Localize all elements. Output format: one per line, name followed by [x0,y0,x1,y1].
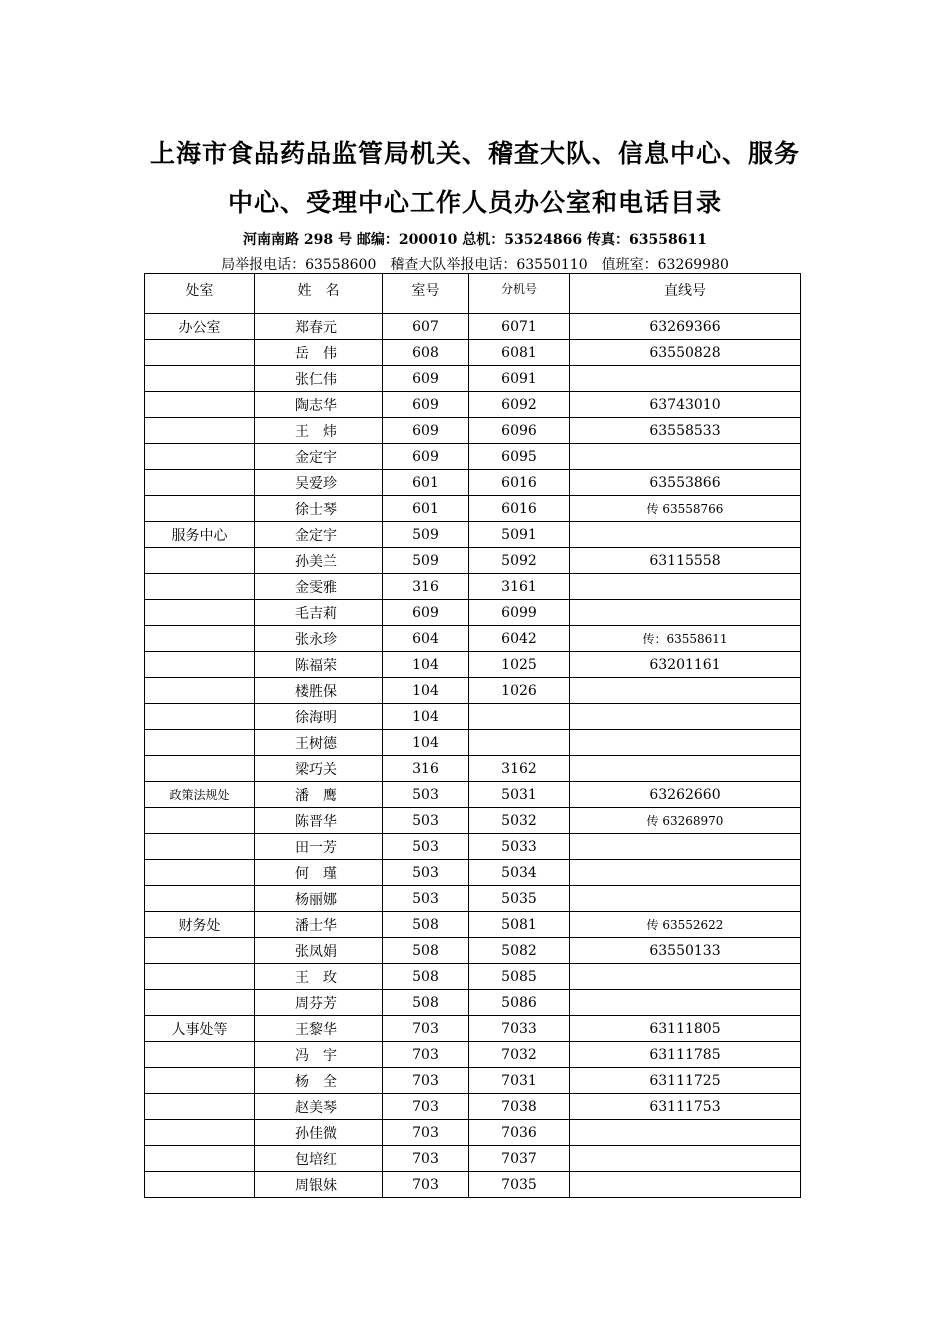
cell-name: 冯 宇 [255,1042,383,1068]
table-row [145,860,801,886]
cell-room: 703 [383,1042,469,1068]
table-row [145,1016,801,1042]
cell-dept [145,964,255,990]
cell-room: 703 [383,1146,469,1172]
cell-dept: 服务中心 [145,522,255,548]
cell-direct: 63558533 [570,418,801,444]
cell-room: 703 [383,1120,469,1146]
cell-direct [570,574,801,600]
cell-room: 601 [383,470,469,496]
cell-name: 吴爱珍 [255,470,383,496]
table-row [145,886,801,912]
cell-name: 王 玫 [255,964,383,990]
table-row [145,522,801,548]
cell-room: 503 [383,886,469,912]
cell-name: 楼胜保 [255,678,383,704]
cell-dept: 财务处 [145,912,255,938]
cell-dept [145,548,255,574]
table-row [145,938,801,964]
cell-direct [570,964,801,990]
cell-ext: 5034 [469,860,570,886]
cell-direct [570,730,801,756]
cell-room: 609 [383,600,469,626]
cell-name: 陶志华 [255,392,383,418]
table-row [145,1120,801,1146]
table-row [145,678,801,704]
cell-direct [570,886,801,912]
cell-name: 徐海明 [255,704,383,730]
inspection-report-phone: 稽查大队举报电话：63550110 [390,257,588,273]
cell-dept [145,1120,255,1146]
table-row [145,548,801,574]
header-name: 姓 名 [255,274,383,314]
hotline-line [0,254,950,274]
cell-room: 508 [383,912,469,938]
cell-room: 607 [383,314,469,340]
cell-room: 104 [383,704,469,730]
table-row [145,756,801,782]
cell-name: 金雯雅 [255,574,383,600]
cell-name: 陈福荣 [255,652,383,678]
cell-name: 张仁伟 [255,366,383,392]
cell-direct [570,366,801,392]
cell-direct: 传 63558766 [570,496,801,522]
cell-ext: 6091 [469,366,570,392]
cell-direct [570,678,801,704]
address-line: 河南南路 298 号 邮编：200010 总机：53524866 传真：63558611 [243,232,707,248]
cell-ext: 7036 [469,1120,570,1146]
cell-room: 608 [383,340,469,366]
cell-dept [145,392,255,418]
table-row [145,1172,801,1198]
cell-name: 潘士华 [255,912,383,938]
cell-name: 赵美琴 [255,1094,383,1120]
cell-name: 何 瑾 [255,860,383,886]
cell-room: 609 [383,444,469,470]
cell-dept [145,1146,255,1172]
cell-direct: 传 63552622 [570,912,801,938]
cell-ext: 6016 [469,496,570,522]
cell-dept [145,470,255,496]
cell-ext: 6081 [469,340,570,366]
table-body [145,314,801,1198]
cell-ext: 5033 [469,834,570,860]
cell-direct: 63111753 [570,1094,801,1120]
cell-direct: 63269366 [570,314,801,340]
cell-direct: 63201161 [570,652,801,678]
cell-direct: 63111785 [570,1042,801,1068]
cell-ext: 3161 [469,574,570,600]
cell-name: 陈晋华 [255,808,383,834]
header-direct: 直线号 [570,274,801,314]
cell-dept [145,808,255,834]
cell-room: 703 [383,1172,469,1198]
table-row [145,392,801,418]
cell-room: 601 [383,496,469,522]
cell-dept: 政策法规处 [145,782,255,808]
cell-name: 包培红 [255,1146,383,1172]
cell-dept [145,1068,255,1094]
table-row [145,990,801,1016]
cell-ext [469,730,570,756]
cell-room: 703 [383,1068,469,1094]
cell-name: 金定宇 [255,444,383,470]
cell-direct: 63550133 [570,938,801,964]
cell-ext: 6071 [469,314,570,340]
cell-name: 金定宇 [255,522,383,548]
cell-name: 张永珍 [255,626,383,652]
cell-dept [145,756,255,782]
cell-dept [145,366,255,392]
cell-room: 609 [383,392,469,418]
cell-direct [570,522,801,548]
cell-room: 509 [383,522,469,548]
cell-ext: 3162 [469,756,570,782]
cell-dept [145,860,255,886]
cell-ext [469,704,570,730]
bureau-report-phone: 局举报电话：63558600 [221,257,377,273]
table-row [145,964,801,990]
table-row [145,782,801,808]
cell-direct: 63550828 [570,340,801,366]
cell-ext: 5082 [469,938,570,964]
cell-dept [145,730,255,756]
cell-name: 孙佳微 [255,1120,383,1146]
table-row [145,444,801,470]
table-row [145,314,801,340]
header-ext: 分机号 [469,274,570,314]
cell-ext: 6096 [469,418,570,444]
cell-dept [145,496,255,522]
cell-dept: 人事处等 [145,1016,255,1042]
cell-name: 郑春元 [255,314,383,340]
cell-ext: 5081 [469,912,570,938]
cell-ext: 7035 [469,1172,570,1198]
cell-ext: 5092 [469,548,570,574]
cell-room: 508 [383,938,469,964]
cell-room: 104 [383,730,469,756]
cell-name: 孙美兰 [255,548,383,574]
cell-direct: 63111725 [570,1068,801,1094]
cell-room: 503 [383,834,469,860]
cell-direct [570,444,801,470]
cell-dept [145,626,255,652]
cell-room: 609 [383,418,469,444]
cell-room: 104 [383,652,469,678]
cell-dept [145,1172,255,1198]
table-row [145,652,801,678]
cell-name: 田一芳 [255,834,383,860]
cell-dept [145,834,255,860]
duty-room-phone: 值班室：63269980 [601,257,729,273]
cell-name: 杨 全 [255,1068,383,1094]
cell-direct: 63262660 [570,782,801,808]
cell-dept [145,652,255,678]
cell-ext: 5091 [469,522,570,548]
document-title-line-2: 中心、受理中心工作人员办公室和电话目录 [227,188,722,217]
cell-room: 703 [383,1094,469,1120]
cell-direct [570,704,801,730]
table-row [145,1068,801,1094]
cell-room: 316 [383,574,469,600]
cell-name: 王树德 [255,730,383,756]
cell-room: 508 [383,990,469,1016]
cell-direct [570,600,801,626]
table-row [145,366,801,392]
cell-direct [570,756,801,782]
cell-ext: 5086 [469,990,570,1016]
table-row [145,730,801,756]
cell-ext: 7037 [469,1146,570,1172]
cell-name: 周银妹 [255,1172,383,1198]
cell-ext: 7031 [469,1068,570,1094]
cell-dept [145,990,255,1016]
table-row [145,600,801,626]
table-row [145,808,801,834]
cell-dept [145,938,255,964]
cell-ext: 7033 [469,1016,570,1042]
cell-name: 杨丽娜 [255,886,383,912]
cell-direct: 63115558 [570,548,801,574]
cell-dept [145,340,255,366]
cell-name: 潘 鹰 [255,782,383,808]
cell-ext: 6092 [469,392,570,418]
cell-direct: 63111805 [570,1016,801,1042]
cell-name: 岳 伟 [255,340,383,366]
cell-ext: 6016 [469,470,570,496]
cell-name: 梁巧关 [255,756,383,782]
cell-direct [570,834,801,860]
cell-dept [145,1094,255,1120]
table-row [145,834,801,860]
table-row [145,496,801,522]
cell-direct: 传：63558611 [570,626,801,652]
table-row [145,1042,801,1068]
cell-name: 周芬芳 [255,990,383,1016]
cell-name: 徐士琴 [255,496,383,522]
cell-direct [570,990,801,1016]
cell-ext: 5035 [469,886,570,912]
table-row [145,340,801,366]
table-row [145,470,801,496]
cell-room: 609 [383,366,469,392]
cell-ext: 7038 [469,1094,570,1120]
cell-direct: 63743010 [570,392,801,418]
cell-ext: 5031 [469,782,570,808]
cell-ext: 6042 [469,626,570,652]
cell-direct [570,1172,801,1198]
cell-ext: 5032 [469,808,570,834]
table-row [145,626,801,652]
cell-dept [145,444,255,470]
cell-direct: 63553866 [570,470,801,496]
cell-name: 张凤娟 [255,938,383,964]
phone-directory-table [144,273,801,1198]
cell-room: 104 [383,678,469,704]
table-row [145,1146,801,1172]
table-row [145,704,801,730]
cell-room: 604 [383,626,469,652]
cell-dept [145,678,255,704]
cell-room: 508 [383,964,469,990]
cell-dept [145,600,255,626]
header-dept: 处室 [145,274,255,314]
cell-name: 王黎华 [255,1016,383,1042]
cell-room: 509 [383,548,469,574]
table-row [145,912,801,938]
document-title-line-1: 上海市食品药品监管局机关、稽查大队、信息中心、服务 [149,139,800,168]
cell-dept [145,418,255,444]
cell-dept [145,1042,255,1068]
cell-room: 503 [383,808,469,834]
cell-ext: 1025 [469,652,570,678]
header-room: 室号 [383,274,469,314]
cell-ext: 7032 [469,1042,570,1068]
cell-dept [145,704,255,730]
table-row [145,574,801,600]
cell-direct [570,1120,801,1146]
table-row [145,418,801,444]
cell-room: 503 [383,860,469,886]
cell-direct: 传 63268970 [570,808,801,834]
cell-ext: 6099 [469,600,570,626]
table-row [145,1094,801,1120]
cell-room: 316 [383,756,469,782]
cell-name: 王 炜 [255,418,383,444]
cell-dept [145,574,255,600]
cell-direct [570,860,801,886]
cell-dept [145,886,255,912]
cell-direct [570,1146,801,1172]
cell-name: 毛吉莉 [255,600,383,626]
cell-ext: 6095 [469,444,570,470]
table-header-row [145,274,801,314]
cell-ext: 1026 [469,678,570,704]
cell-ext: 5085 [469,964,570,990]
cell-room: 503 [383,782,469,808]
cell-room: 703 [383,1016,469,1042]
cell-dept: 办公室 [145,314,255,340]
